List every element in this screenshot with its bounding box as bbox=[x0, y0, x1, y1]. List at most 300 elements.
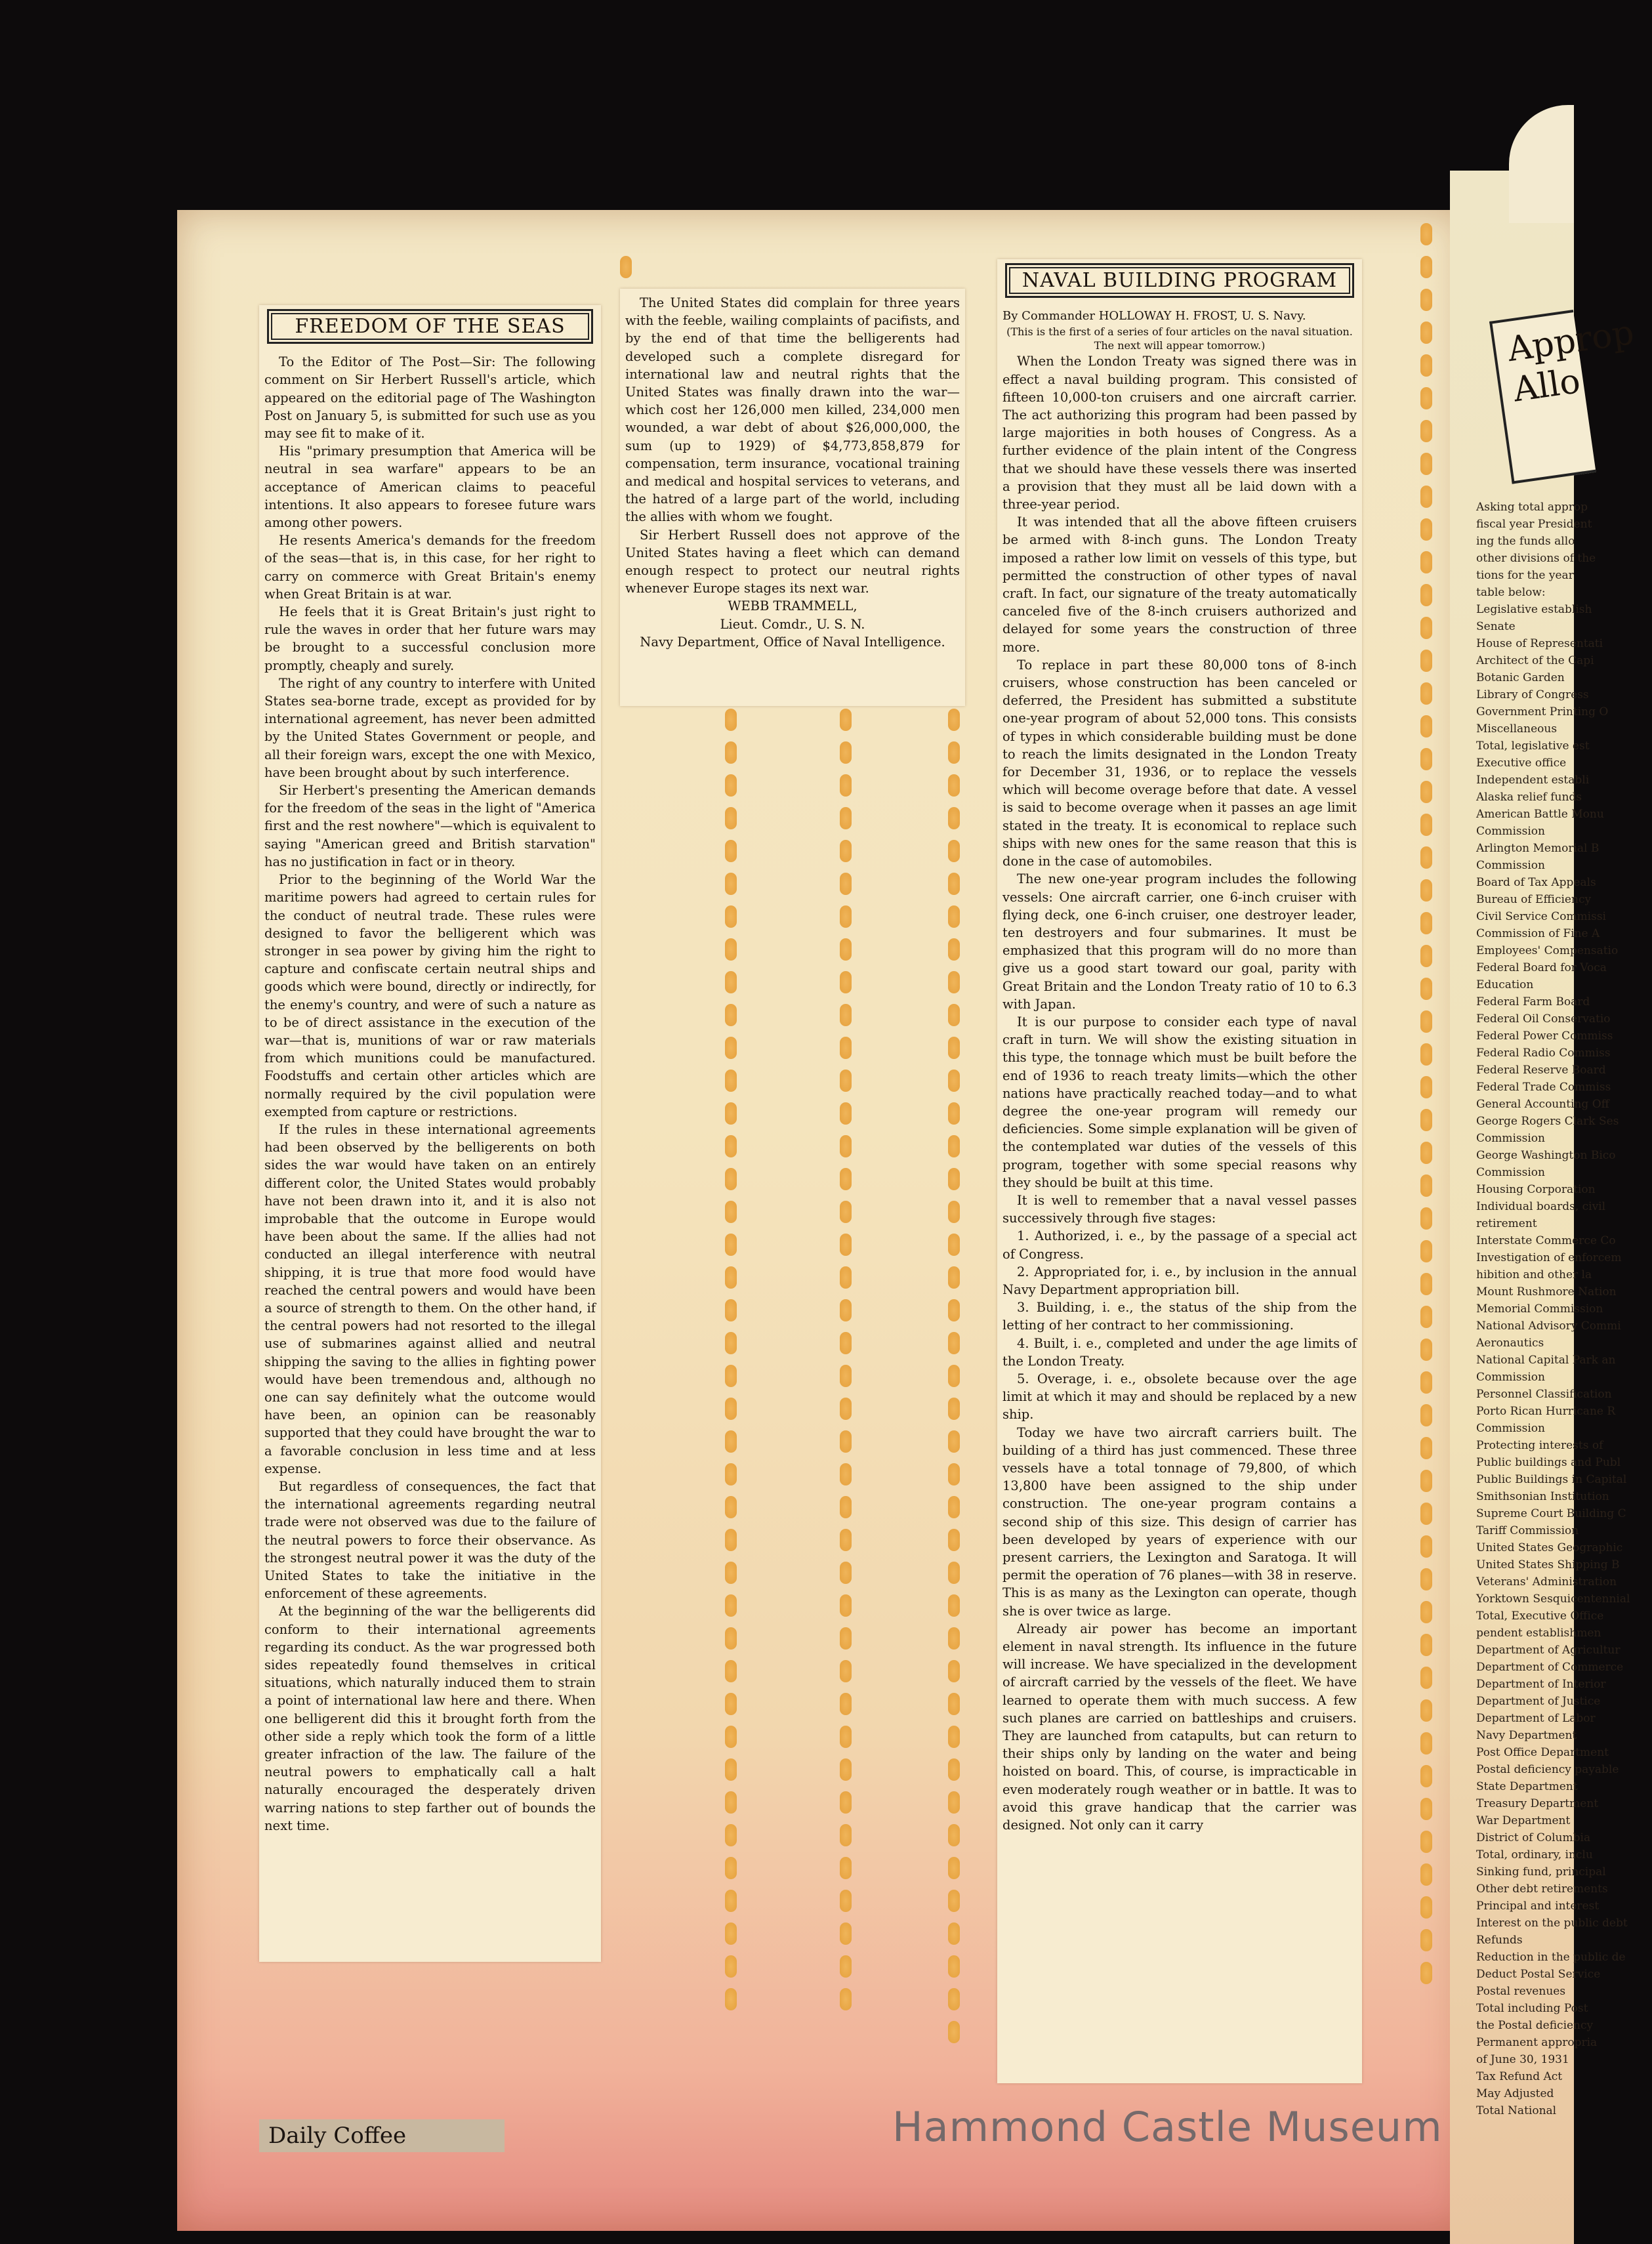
facing-page-line: tions for the year bbox=[1476, 569, 1574, 582]
perforation-hole bbox=[725, 1004, 737, 1026]
facing-page-line: Total, Executive Office bbox=[1476, 1610, 1604, 1623]
perforation-hole bbox=[840, 709, 852, 731]
perforation-hole bbox=[840, 1266, 852, 1289]
facing-page-line: American Battle Monu bbox=[1476, 808, 1604, 821]
facing-page-line: George Washington Bico bbox=[1476, 1149, 1616, 1162]
perforation-hole bbox=[948, 1890, 960, 1912]
facing-page-line: other divisions of the bbox=[1476, 552, 1596, 565]
perforation-hole bbox=[948, 1726, 960, 1748]
perforation-hole bbox=[948, 1004, 960, 1026]
perforation-hole bbox=[725, 1726, 737, 1748]
perforation-hole bbox=[725, 1693, 737, 1715]
paragraph: But regardless of consequences, the fact that the international agreements regarding neutral trade were not observed was due to the failure of the neutral powers to force their observance. As the strongest neutral power it was the duty of the United States to take the initiative in the enforcement of these agreements. bbox=[264, 1479, 596, 1602]
facing-page-line: Aeronautics bbox=[1476, 1337, 1544, 1350]
perforation-hole bbox=[1420, 1339, 1432, 1361]
facing-page-line: Navy Department bbox=[1476, 1729, 1577, 1742]
perforation-hole bbox=[948, 741, 960, 764]
facing-page-line: Other debt retirements bbox=[1476, 1882, 1608, 1896]
perforation-hole bbox=[725, 1332, 737, 1354]
perforation-hole bbox=[1420, 650, 1432, 672]
facing-page-line: Post Office Department bbox=[1476, 1746, 1609, 1759]
perforation-hole bbox=[1420, 1306, 1432, 1328]
facing-page-line: Asking total approp bbox=[1476, 501, 1588, 514]
perforation-hole bbox=[1420, 1896, 1432, 1919]
perforation-hole bbox=[1420, 1109, 1432, 1131]
perforation-hole bbox=[840, 1332, 852, 1354]
facing-page-line: Employees' Compensatio bbox=[1476, 944, 1619, 957]
perforation-hole bbox=[1420, 846, 1432, 869]
facing-page-line: table below: bbox=[1476, 586, 1546, 599]
article-body bbox=[625, 294, 960, 597]
perforation-hole bbox=[1420, 1240, 1432, 1262]
perforation-hole bbox=[725, 1988, 737, 2010]
facing-page-line: Arlington Memorial B bbox=[1476, 842, 1600, 855]
paragraph: The new one-year program includes the following vessels: One aircraft carrier, one 6-inch cruiser with flying deck, one 6-inch cruiser, one destroyer leader, ten destroyers and four submarines. It must be emphasized that this program will do no more than give us a good start toward our goal, parity with Great Britain and the London Treaty ratio of 10 to 6.3 with Japan. bbox=[1002, 871, 1357, 1012]
perforation-hole bbox=[725, 1857, 737, 1879]
perforation-hole bbox=[1420, 781, 1432, 803]
paragraph: 5. Overage, i. e., obsolete because over the age limit at which it may and should be replaced by a new ship. bbox=[1002, 1371, 1357, 1423]
perforation-hole bbox=[948, 807, 960, 829]
paragraph: Today we have two aircraft carriers built. The building of a third has just commenced. These three vessels have a total tonnage of 79,800, of which 13,800 have been assigned to the ship under construction. The one-year program contains a second ship of this size. This design of carrier has been developed by years of experience with our present carriers, the Lexington and Saratoga. It will permit the operation of 76 planes—with 38 in reserve. This is as many as the Lexington can operate, though she is over twice as large. bbox=[1002, 1424, 1357, 1619]
perforation-hole bbox=[725, 1266, 737, 1289]
facing-page-line: Public Buildings in Capital bbox=[1476, 1473, 1627, 1486]
facing-page-line: Executive office bbox=[1476, 757, 1567, 770]
perforation-hole bbox=[840, 1594, 852, 1617]
facing-page-line: Treasury Department bbox=[1476, 1797, 1599, 1810]
perforation-hole bbox=[948, 1332, 960, 1354]
perforation-hole bbox=[948, 1824, 960, 1846]
facing-page-line: Commission bbox=[1476, 1166, 1545, 1179]
freedom-of-the-seas-clipping bbox=[259, 305, 601, 1962]
facing-page-line: Department of Commerce bbox=[1476, 1661, 1624, 1674]
article-body bbox=[1002, 352, 1357, 1834]
perforation-hole bbox=[840, 1496, 852, 1518]
perforation-hole bbox=[725, 1627, 737, 1650]
perforation-hole bbox=[1420, 1470, 1432, 1492]
facing-page-line: Botanic Garden bbox=[1476, 671, 1565, 684]
perforation-hole bbox=[840, 873, 852, 895]
article-headline: NAVAL BUILDING PROGRAM bbox=[1005, 263, 1354, 298]
perforation-hole bbox=[840, 1562, 852, 1584]
perforation-hole bbox=[840, 938, 852, 961]
paragraph: Prior to the beginning of the World War the maritime powers had agreed to certain rules for the conduct of neutral trade. These rules were designed to favor the belligerent which was stronger in sea power by giving him the right to capture and confiscate certain neutral ships and goods which were bound, directly or indirectly, for the enemy's country, and were of such a nature as to be of direct assistance in the execution of the war—that is, munitions of war or raw materials from which munitions could be manufactured. Foodstuffs and certain other articles which are normally required by the civil population were exempted from capture or restrictions. bbox=[264, 872, 596, 1119]
paragraph: Sir Herbert Russell does not approve of the United States having a fleet which can demand enough respect to protect our neutral rights whenever Europe stages its next war. bbox=[625, 527, 960, 596]
perforation-hole bbox=[948, 1135, 960, 1157]
perforation-hole bbox=[948, 1988, 960, 2010]
signature-rank: Lieut. Comdr., U. S. N. bbox=[720, 616, 865, 632]
perforation-hole bbox=[1420, 682, 1432, 705]
facing-page-line: Education bbox=[1476, 978, 1534, 991]
perforation-hole bbox=[1420, 387, 1432, 409]
perforation-hole bbox=[725, 840, 737, 862]
perforation-hole bbox=[1420, 1962, 1432, 1984]
facing-page-line: Sinking fund, principal bbox=[1476, 1865, 1606, 1879]
facing-page-line: Department of Justice bbox=[1476, 1695, 1601, 1708]
paragraph: 4. Built, i. e., completed and under the age limits of the London Treaty. bbox=[1002, 1335, 1357, 1369]
facing-page-line: Architect of the Capi bbox=[1476, 654, 1594, 667]
perforation-hole bbox=[840, 1627, 852, 1650]
perforation-hole bbox=[840, 971, 852, 993]
perforation-hole bbox=[1420, 1437, 1432, 1459]
perforation-hole bbox=[840, 1365, 852, 1387]
facing-page-line: Postal deficiency payable bbox=[1476, 1763, 1619, 1776]
perforation-hole bbox=[948, 1562, 960, 1584]
perforation-hole bbox=[725, 1037, 737, 1059]
facing-page-line: General Accounting Off bbox=[1476, 1098, 1609, 1111]
perforation-hole bbox=[1420, 1371, 1432, 1394]
perforation-hole bbox=[725, 1890, 737, 1912]
perforation-hole bbox=[948, 1102, 960, 1125]
facing-page-line: Total, ordinary, inclu bbox=[1476, 1848, 1593, 1861]
facing-page-line: Postal revenues bbox=[1476, 1985, 1566, 1998]
perforation-hole bbox=[1420, 1273, 1432, 1295]
perforation-hole bbox=[1420, 715, 1432, 738]
facing-page-line: Personnel Classification bbox=[1476, 1388, 1612, 1401]
perforation-hole bbox=[725, 741, 737, 764]
perforation-hole bbox=[1420, 978, 1432, 1000]
perforation-hole bbox=[840, 1234, 852, 1256]
facing-page-line: Commission bbox=[1476, 1132, 1545, 1145]
perforation-hole bbox=[840, 840, 852, 862]
facing-page-line: Bureau of Efficiency bbox=[1476, 893, 1592, 906]
perforation-hole bbox=[1420, 1503, 1432, 1525]
facing-page-line: Public buildings and Publ bbox=[1476, 1456, 1621, 1469]
perforation-hole bbox=[725, 1430, 737, 1453]
perforation-hole bbox=[840, 1660, 852, 1682]
perforation-hole bbox=[1420, 551, 1432, 573]
perforation-hole bbox=[948, 1791, 960, 1814]
facing-page-line: Principal and interest bbox=[1476, 1900, 1600, 1913]
perforation-hole bbox=[725, 1529, 737, 1551]
perforation-hole bbox=[948, 1627, 960, 1650]
perforation-hole bbox=[948, 1365, 960, 1387]
perforation-hole bbox=[1420, 256, 1432, 278]
facing-page-line: Refunds bbox=[1476, 1934, 1523, 1947]
perforation-hole bbox=[948, 1955, 960, 1978]
paragraph: If the rules in these international agreements had been observed by the belligerents on both sides the war would have taken on an entirely different color, the United States would probably have not been drawn into it, and it is also not improbable that the outcome in Europe would have been about the same. If the allies had not conducted an illegal interference with neutral shipping, it is true that more food would have reached the central powers and would have been a source of strength to them. On the other hand, if the central powers had not resorted to the illegal use of submarines against allied and neutral shipping the saving to the allies in fighting power would have been tremendous and, although no one can say definitely what the outcome would have been, an opinion can be reasonably supported that they could have brought the war to a favorable conclusion in less time and at less expense. bbox=[264, 1121, 596, 1476]
facing-page-line: Commission bbox=[1476, 1422, 1545, 1435]
perforation-hole bbox=[948, 1299, 960, 1321]
perforation-hole bbox=[1420, 945, 1432, 967]
perforation-hole bbox=[725, 971, 737, 993]
perforation-hole bbox=[1420, 420, 1432, 442]
facing-page-line: fiscal year President bbox=[1476, 518, 1592, 531]
perforation-hole bbox=[1420, 617, 1432, 639]
perforation-hole bbox=[840, 1037, 852, 1059]
perforation-hole bbox=[948, 1758, 960, 1781]
facing-page-line: Miscellaneous bbox=[1476, 722, 1558, 736]
perforation-hole bbox=[948, 1037, 960, 1059]
perforation-hole bbox=[1420, 912, 1432, 934]
perforation-hole bbox=[948, 2021, 960, 2043]
perforation-hole bbox=[1420, 748, 1432, 770]
paragraph: Already air power has become an important element in naval strength. Its influence in the future will increase. We have specialized in the development of aircraft carried by the vessels of the fleet. We have learned to operate them with much success. A few such planes are carried on battleships and cruisers. They are launched from catapults, but can return to their ships only by landing on the water and being hoisted on board. This, of course, is impracticable in even moderately rough weather or in battle. It was to avoid this grave handicap that the carrier was designed. Not only can it carry bbox=[1002, 1621, 1357, 1833]
facing-page-line: Permanent appropria bbox=[1476, 2036, 1598, 2049]
facing-page-line: Senate bbox=[1476, 620, 1516, 633]
perforation-hole bbox=[948, 1430, 960, 1453]
perforation-hole bbox=[725, 1168, 737, 1190]
paragraph: He feels that it is Great Britain's just right to rule the waves in order that her future wars may be brought to a successful conclusion more promptly, cheaply and surely. bbox=[264, 604, 596, 673]
perforation-hole bbox=[1420, 518, 1432, 541]
perforation-hole bbox=[725, 1791, 737, 1814]
signature-office: Navy Department, Office of Naval Intelligence. bbox=[640, 634, 945, 650]
perforation-hole bbox=[840, 1463, 852, 1486]
perforation-hole bbox=[1420, 1010, 1432, 1033]
perforation-hole bbox=[840, 1529, 852, 1551]
facing-page-line: Tariff Commission bbox=[1476, 1524, 1579, 1537]
perforation-hole bbox=[1420, 1207, 1432, 1230]
perforation-hole bbox=[1420, 1929, 1432, 1951]
facing-page-line: Civil Service Commissi bbox=[1476, 910, 1606, 923]
perforation-hole bbox=[725, 938, 737, 961]
perforation-hole bbox=[840, 1922, 852, 1945]
perforation-hole bbox=[725, 1070, 737, 1092]
perforation-hole bbox=[1420, 1568, 1432, 1590]
perforation-hole bbox=[1420, 1404, 1432, 1426]
museum-watermark: Hammond Castle Museum bbox=[892, 2103, 1443, 2151]
facing-page-line: Supreme Court Building C bbox=[1476, 1507, 1626, 1520]
article-body bbox=[264, 353, 596, 1835]
perforation-hole bbox=[840, 1988, 852, 2010]
perforation-strip bbox=[948, 676, 962, 2043]
facing-page-line: Total, legislative est bbox=[1476, 739, 1590, 753]
facing-page-text bbox=[1476, 499, 1630, 2117]
perforation-hole bbox=[1420, 1076, 1432, 1098]
paragraph: The right of any country to interfere with United States sea-borne trade, except as provided for by international agreement, has never been admitted by the United States Government or people, and all their foreign wars, except the one with Mexico, have been brought about by such interference. bbox=[264, 675, 596, 780]
perforation-hole bbox=[840, 1070, 852, 1092]
facing-page-line: Interstate Commerce Co bbox=[1476, 1234, 1616, 1247]
perforation-hole bbox=[840, 1168, 852, 1190]
perforation-hole bbox=[840, 1135, 852, 1157]
paragraph: 2. Appropriated for, i. e., by inclusion in the annual Navy Department appropriation bill. bbox=[1002, 1264, 1357, 1297]
perforation-hole bbox=[725, 1496, 737, 1518]
facing-page-line: State Department bbox=[1476, 1780, 1578, 1793]
facing-page-line: Federal Reserve Board bbox=[1476, 1064, 1606, 1077]
byline: By Commander HOLLOWAY H. FROST, U. S. Navy. bbox=[1002, 309, 1306, 323]
perforation-hole bbox=[948, 709, 960, 731]
perforation-hole bbox=[1420, 486, 1432, 508]
facing-page-line: Department of Labor bbox=[1476, 1712, 1596, 1725]
perforation-hole bbox=[725, 1234, 737, 1256]
perforation-hole bbox=[1420, 289, 1432, 311]
perforation-hole bbox=[948, 1070, 960, 1092]
facing-page-line: Housing Corporation bbox=[1476, 1183, 1596, 1196]
paragraph: To the Editor of The Post—Sir: The following comment on Sir Herbert Russell's article, which appeared on the editorial page of The Washington Post on January 5, is submitted for such use as you may see fit to make of it. bbox=[264, 354, 596, 442]
perforation-hole bbox=[948, 905, 960, 928]
paragraph: The United States did complain for three years with the feeble, wailing complaints of pacifists, and by the end of that time the belligerents had developed such a complete disregard for international law and neutral rights that the United States was finally drawn into the war—which cost her 126,000 men killed, 234,000 men wounded, a war debt of about $26,000,000, the sum (up to 1929) of $4,773,858,879 for compensation, term insurance, vocational training and medical and hospital services to veterans, and the hatred of a large part of the world, including the allies with whom we fought. bbox=[625, 295, 960, 525]
perforation-hole bbox=[725, 807, 737, 829]
perforation-hole bbox=[948, 1168, 960, 1190]
perforation-hole bbox=[725, 1299, 737, 1321]
facing-page-line: National Capital Park an bbox=[1476, 1354, 1616, 1367]
perforation-hole bbox=[1420, 1732, 1432, 1755]
perforation-hole bbox=[948, 1398, 960, 1420]
facing-page-line: United States Shipping B bbox=[1476, 1558, 1620, 1571]
perforation-hole bbox=[840, 1890, 852, 1912]
facing-page-line: Government Printing O bbox=[1476, 705, 1609, 718]
paragraph: 3. Building, i. e., the status of the ship from the letting of her contract to her commissioning. bbox=[1002, 1300, 1357, 1333]
perforation-hole bbox=[1420, 814, 1432, 836]
facing-page-line: Smithsonian Institution bbox=[1476, 1490, 1609, 1503]
perforation-hole bbox=[840, 1430, 852, 1453]
signature-name: WEBB TRAMMELL, bbox=[728, 598, 857, 614]
perforation-hole bbox=[840, 1398, 852, 1420]
facing-page-line: Mount Rushmore Nation bbox=[1476, 1285, 1617, 1299]
perforation-hole bbox=[948, 1234, 960, 1256]
perforation-hole bbox=[725, 1135, 737, 1157]
facing-page-line: Yorktown Sesquicentennial bbox=[1476, 1592, 1630, 1606]
perforation-hole bbox=[1420, 1142, 1432, 1164]
facing-page-line: Commission bbox=[1476, 825, 1545, 838]
facing-page-line: Total National bbox=[1476, 2104, 1557, 2117]
perforation-strip bbox=[1420, 223, 1435, 1984]
perforation-hole bbox=[725, 1922, 737, 1945]
perforation-hole bbox=[1420, 354, 1432, 377]
facing-page-line: Individual boards, civil bbox=[1476, 1200, 1606, 1213]
perforation-hole bbox=[948, 1922, 960, 1945]
perforation-hole bbox=[1420, 879, 1432, 902]
perforation-hole bbox=[840, 1791, 852, 1814]
facing-page-line: District of Columbia bbox=[1476, 1831, 1591, 1844]
perforation-hole bbox=[1420, 1831, 1432, 1853]
perforation-hole bbox=[1420, 584, 1432, 606]
facing-page-line: Deduct Postal Service bbox=[1476, 1968, 1601, 1981]
facing-page-line: House of Representati bbox=[1476, 637, 1603, 650]
perforation-hole bbox=[1420, 1863, 1432, 1886]
facing-page-line: Porto Rican Hurricane R bbox=[1476, 1405, 1616, 1418]
perforation-hole bbox=[840, 1693, 852, 1715]
facing-page-line: Investigation of enforcem bbox=[1476, 1251, 1622, 1264]
facing-page-line: Department of Agricultur bbox=[1476, 1644, 1621, 1657]
perforation-hole bbox=[1420, 1667, 1432, 1689]
perforation-hole bbox=[1420, 1765, 1432, 1787]
perforation-hole bbox=[948, 873, 960, 895]
facing-page-line: Tax Refund Act bbox=[1476, 2070, 1563, 2083]
perforation-hole bbox=[840, 1004, 852, 1026]
perforation-hole bbox=[948, 774, 960, 797]
perforation-hole bbox=[840, 1758, 852, 1781]
perforation-hole bbox=[1420, 1634, 1432, 1656]
perforation-hole bbox=[725, 1398, 737, 1420]
perforation-hole bbox=[725, 709, 737, 731]
facing-page-line: Veterans' Administration bbox=[1476, 1575, 1617, 1589]
facing-page-line: hibition and other la bbox=[1476, 1268, 1592, 1281]
paragraph: It was intended that all the above fifteen cruisers be armed with 8-inch guns. The London Treaty imposed a rather low limit on vessels of this type, but permitted the construction of other types of naval craft. In fact, our signature of the treaty automatically canceled five of the 8-inch cruisers authorized and delayed for some years the construction of three more. bbox=[1002, 514, 1357, 655]
perforation-strip bbox=[725, 709, 739, 2010]
perforation-hole bbox=[948, 1496, 960, 1518]
perforation-hole bbox=[948, 1660, 960, 1682]
perforation-hole bbox=[840, 1857, 852, 1879]
naval-building-program-clipping bbox=[997, 259, 1362, 2083]
clipping-stub: Daily Coffee bbox=[259, 2119, 505, 2152]
facing-page-line: retirement bbox=[1476, 1217, 1537, 1230]
perforation-strip bbox=[840, 709, 854, 2010]
facing-page-line: United States Geographic bbox=[1476, 1541, 1623, 1554]
facing-page-line: Federal Farm Board bbox=[1476, 995, 1590, 1008]
facing-page-line: Commission bbox=[1476, 859, 1545, 872]
perforation-hole bbox=[1420, 1601, 1432, 1623]
perforation-hole bbox=[840, 1955, 852, 1978]
perforation-hole bbox=[840, 741, 852, 764]
facing-page-line: Reduction in the public de bbox=[1476, 1951, 1626, 1964]
perforation-hole bbox=[1420, 1699, 1432, 1722]
facing-page-line: Alaska relief funds bbox=[1476, 791, 1582, 804]
facing-page-line: Commission bbox=[1476, 1371, 1545, 1384]
perforation-hole bbox=[948, 1693, 960, 1715]
perforation-hole bbox=[948, 1463, 960, 1486]
facing-page-line: Independent establi bbox=[1476, 774, 1590, 787]
facing-page-line: pendent establishmen bbox=[1476, 1627, 1601, 1640]
facing-page-line: Protecting interests of bbox=[1476, 1439, 1603, 1452]
paragraph: It is our purpose to consider each type of naval craft in turn. We will show the existing situation in this type, the tonnage which must be built before the end of 1936 to reach treaty limits—which the other nations have practically reached today—and to what degree the one-year program will remedy our deficiencies. Some simple explanation will be given of the contemplated war duties of the vessels of this program, together with some special reasons why they should be built at this time. bbox=[1002, 1014, 1357, 1190]
facing-page-line: Interest on the public debt bbox=[1476, 1917, 1628, 1930]
facing-page-line: War Department bbox=[1476, 1814, 1571, 1827]
perforation-hole bbox=[840, 807, 852, 829]
perforation-hole bbox=[840, 1824, 852, 1846]
perforation-hole bbox=[725, 873, 737, 895]
paragraph: He resents America's demands for the freedom of the seas—that is, in this case, for her right to carry on commerce with Great Britain's enemy when Great Britain is at war. bbox=[264, 533, 596, 602]
perforation-hole bbox=[840, 1201, 852, 1223]
facing-page-line: of June 30, 1931 bbox=[1476, 2053, 1569, 2066]
perforation-hole bbox=[948, 1201, 960, 1223]
perforation-hole bbox=[1420, 1535, 1432, 1558]
facing-page-line: Federal Power Commiss bbox=[1476, 1029, 1613, 1043]
series-note: (This is the first of a series of four articles on the naval situation. The next will appear tomorrow.) bbox=[1006, 325, 1353, 352]
facing-page-line: Legislative establish bbox=[1476, 603, 1592, 616]
facing-page-line: Federal Oil Conservatio bbox=[1476, 1012, 1611, 1026]
facing-page-line: George Rogers Clark Ses bbox=[1476, 1115, 1619, 1128]
perforation-hole bbox=[725, 1562, 737, 1584]
perforation-hole bbox=[840, 1726, 852, 1748]
perforation-hole bbox=[620, 256, 632, 278]
perforation-hole bbox=[1420, 453, 1432, 475]
facing-page-line: ing the funds allo bbox=[1476, 535, 1575, 548]
perforation-hole bbox=[1420, 1043, 1432, 1066]
facing-page-line: Memorial Commission bbox=[1476, 1302, 1603, 1316]
perforation-hole bbox=[725, 1463, 737, 1486]
facing-page-line: Board of Tax Appeals bbox=[1476, 876, 1596, 889]
perforation-hole bbox=[1420, 322, 1432, 344]
perforation-hole bbox=[725, 774, 737, 797]
perforation-hole bbox=[725, 1201, 737, 1223]
facing-page-line: Total including Post bbox=[1476, 2002, 1588, 2015]
freedom-of-the-seas-continuation bbox=[620, 289, 965, 706]
facing-page-line: Commission of Fine A bbox=[1476, 927, 1600, 940]
perforation-hole bbox=[948, 1266, 960, 1289]
perforation-hole bbox=[948, 938, 960, 961]
perforation-hole bbox=[948, 971, 960, 993]
page-curl bbox=[1509, 105, 1574, 223]
perforation-hole bbox=[725, 905, 737, 928]
perforation-hole bbox=[725, 1824, 737, 1846]
perforation-hole bbox=[725, 1955, 737, 1978]
facing-page-line: May Adjusted bbox=[1476, 2087, 1554, 2100]
perforation-hole bbox=[948, 1594, 960, 1617]
perforation-hole bbox=[725, 1594, 737, 1617]
perforation-hole bbox=[725, 1365, 737, 1387]
facing-page-line: Library of Congress bbox=[1476, 688, 1589, 701]
facing-page-line: Department of Interior bbox=[1476, 1678, 1606, 1691]
paragraph: At the beginning of the war the belligerents did conform to their international agreements regarding its conduct. As the war progressed both sides repeatedly found themselves in critical situations, which naturally induced them to strain a point of international law here and there. When one belligerent did this it brought forth from the other side a reply which took the form of a little greater infraction of the law. The failure of the neutral powers to emphatically call a halt naturally encouraged the desperately driven warring nations to step farther out of bounds the next time. bbox=[264, 1604, 596, 1833]
perforation-hole bbox=[948, 840, 960, 862]
article-headline: FREEDOM OF THE SEAS bbox=[267, 309, 593, 344]
perforation-hole bbox=[840, 1102, 852, 1125]
facing-page-line: Federal Trade Commiss bbox=[1476, 1081, 1611, 1094]
paragraph: 1. Authorized, i. e., by the passage of a special act of Congress. bbox=[1002, 1228, 1357, 1262]
facing-page-line: Federal Radio Commiss bbox=[1476, 1047, 1611, 1060]
paragraph: It is well to remember that a naval vessel passes successively through five stages: bbox=[1002, 1192, 1357, 1226]
perforation-hole bbox=[1420, 223, 1432, 245]
